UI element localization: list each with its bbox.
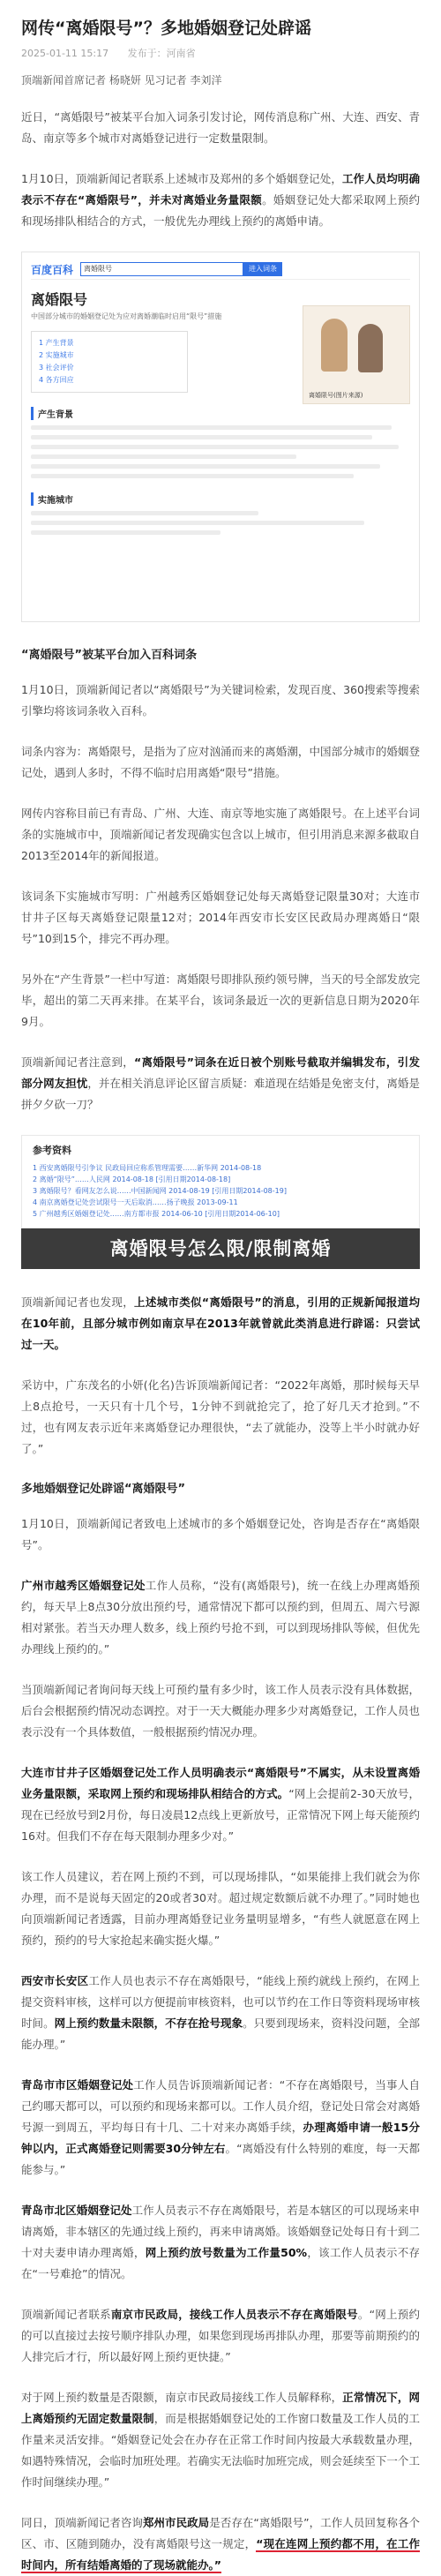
paragraph-12: 广州市越秀区婚姻登记处工作人员称，“没有(离婚限号)，统一在线上办理离婚预约，每天早上8点30分放出预约号，通常情况下都可以预约到，但周五、周六号源相对紧张。若当天办理人数多，线上预约号抢不到，可以到现场排队等候，但优先办理线上预约的。” [21, 1579, 420, 1656]
reference-link[interactable]: 1 西安离婚限号引争议 民政局回应称系管理需要……新华网 2014-08-18 [33, 1164, 262, 1172]
toc-item: 2 实施城市 [39, 351, 74, 359]
baike-section-title: 实施城市 [31, 492, 410, 506]
figure-person-icon [358, 324, 383, 372]
baike-screenshot [21, 252, 420, 622]
overlay-banner: 离婚限号怎么限/限制离婚 [21, 1228, 420, 1269]
byline: 顶端新闻首席记者 杨晓妍 见习记者 李刘洋 [21, 74, 222, 86]
baike-toc [31, 331, 188, 393]
paragraph-10: 采访中，广东茂名的小妍(化名)告诉顶端新闻记者：“2022年离婚，那时候每天早上8点抢号，一天只有十几个号，1分钟不到就抢完了，抢了好几天才抢到。”不过，也有网友表示近年来离婚登记办理很快，“去了就能办，没等上半小时就办好了。” [21, 1378, 420, 1455]
baike-search-button: 进入词条 [243, 262, 282, 276]
baike-heading: 离婚限号 [31, 291, 88, 308]
references-title: 参考资料 [33, 1145, 71, 1156]
paragraph-2: 1月10日，顶端新闻记者联系上述城市及郑州的多个婚姻登记处，工作人员均明确表示不存在“离婚限号”，并未对离婚业务量限额。婚姻登记处大都采取网上预约和现场排队相结合的方式，一般优先办理线上预约的离婚申请。 [21, 172, 420, 228]
publish-location: 发布于：河南省 [127, 48, 196, 59]
toc-item: 3 社会评价 [39, 364, 74, 372]
side-image-caption: 离婚限号(图片来源) [309, 392, 363, 399]
paragraph-13: 当顶端新闻记者询问每天线上可预约量有多少时，该工作人员表示没有具体数据，后台会根据预约情况动态调控。对于一天大概能办理多少对离婚登记，工作人员也表示没有一个具体数值，一般根据预约情况办理。 [21, 1683, 420, 1739]
section-heading-1: “离婚限号”被某平台加入百科词条 [21, 649, 198, 662]
paragraph-4: 词条内容为：离婚限号，是指为了应对汹涌而来的离婚潮，中国部分城市的婚姻登记处，遇到人多时，不得不临时启用离婚“限号”措施。 [21, 745, 420, 779]
reference-link[interactable]: 5 广州越秀区婚姻登记处……南方都市报 2014-06-10 [引用日期2014-06-10] [33, 1210, 280, 1218]
baike-description: 中国部分城市的婚姻登记处为应对离婚潮临时启用“限号”措施 [31, 312, 222, 320]
baike-search-bar [31, 259, 410, 280]
toc-item: 4 各方回应 [39, 376, 74, 384]
paragraph-16: 西安市长安区工作人员也表示不存在离婚限号，“能线上预约就线上预约，在网上提交资料审核，这样可以方便提前审核资料，也可以节约在工作日等资料现场审核时间。网上预约数量未限额，不存在抢号现象。只要到现场来，资料没问题，全部能办理。” [21, 1974, 420, 2051]
paragraph-20: 对于网上预约数量是否限额，南京市民政局接线工作人员解释称，正常情况下，网上离婚预约无固定数量限制，而是根据婚姻登记处的工作窗口数量及工作人员的工作量来灵活安排。“婚姻登记处会在办存在正常工作时间内按最大承载数量办理，如遇特殊情况，会临时加班处理。若确实无法临时加班完成，则会延续至下一个工作时间继续办理。” [21, 2391, 420, 2489]
reference-link[interactable]: 4 南京离婚登记处尝试限号一天后取消……扬子晚报 2013-09-11 [33, 1198, 238, 1206]
paragraph-17: 青岛市市区婚姻登记处工作人员告诉顶端新闻记者：“不存在离婚限号，当事人自己约哪天都可以，可以预约和现场来都可以。工作人员介绍，登记处日常会对离婚号源一到周五，平均每日有十几、二十对来办离婚手续，办理离婚申请一般15分钟以内，正式离婚登记则需要30分钟左右。“离婚没有什么特别的难度，每一天都能参与。” [21, 2078, 420, 2176]
paragraph-19: 顶端新闻记者联系南京市民政局，接线工作人员表示不存在离婚限号。“网上预约的可以直接过去按号顺序排队办理，如果您到现场再排队办理，那要等前期预约的人排完后才行，所以最好网上预约更快捷。” [21, 2308, 420, 2363]
baike-text-lines [31, 425, 410, 478]
toc-item: 1 产生背景 [39, 339, 74, 347]
paragraph-3: 1月10日，顶端新闻记者以“离婚限号”为关键词检索，发现百度、360搜索等搜索引擎均将该词条收入百科。 [21, 683, 420, 717]
section-heading-2: 多地婚姻登记处辟谣“离婚限号” [21, 1483, 186, 1496]
baike-side-image [303, 305, 410, 404]
paragraph-7: 另外在“产生背景”一栏中写道：离婚限号即排队预约领号牌，当天的号全部发放完毕，超出的第二天再来排。在某平台，该词条最近一次的更新信息日期为2020年9月。 [21, 973, 420, 1028]
paragraph-8: 顶端新闻记者注意到，“离婚限号”词条在近日被个别账号截取并编辑发布，引发部分网友担忧，并在相关消息评论区留言质疑：难道现在结婚是免密支付，离婚是拼夕夕砍一刀？ [21, 1055, 420, 1111]
baike-logo: 百度百科 [31, 263, 74, 276]
reference-link[interactable]: 3 离婚限号？看网友怎么说……中国新闻网 2014-08-19 [引用日期2014-08-19] [33, 1187, 287, 1195]
paragraph-15: 该工作人员建议，若在网上预约不到，可以现场排队，“如果能排上我们就会为你办理，而不是说每天固定的20或者30对。超过规定数额后就不办理了。”同时她也向顶端新闻记者透露，目前办理离婚登记业务量明显增多，“有些人就愿意在网上预约，预约的号大家抢起来确实挺火爆。” [21, 1870, 420, 1947]
paragraph-5: 网传内容称目前已有青岛、广州、大连、南京等地实施了离婚限号。在上述平台词条的实施城市中，顶端新闻记者发现确实包含以上城市，但引用消息来源多截取自2013至2014年的新闻报道。 [21, 807, 420, 862]
publish-date: 2025-01-11 15:17 [21, 48, 109, 59]
paragraph-21: 同日，顶端新闻记者咨询郑州市民政局是否存在“离婚限号”，工作人员回复称各个区、市、区随到随办，没有离婚限号这一规定，“现在连网上预约都不用，在工作时间内，所有结婚离婚的了现场就能办。” [21, 2516, 420, 2572]
baike-search-input: 离婚限号 [80, 262, 243, 276]
paragraph-1: 近日，“离婚限号”被某平台加入词条引发讨论，网传消息称广州、大连、西安、青岛、南京等多个城市对离婚登记进行一定数量限制。 [21, 110, 420, 145]
article-title: 网传“离婚限号”？多地婚姻登记处辟谣 [21, 19, 311, 38]
baike-text-lines [31, 511, 410, 535]
baike-section-title: 产生背景 [31, 407, 410, 420]
paragraph-11: 1月10日，顶端新闻记者致电上述城市的多个婚姻登记处，咨询是否存在“离婚限号”。 [21, 1517, 420, 1551]
paragraph-9: 顶端新闻记者也发现，上述城市类似“离婚限号”的消息，引用的正规新闻报道均在10年前，且部分城市例如南京早在2013年就曾就此类消息进行辟谣：只尝试过一天。 [21, 1296, 420, 1351]
article-meta [21, 46, 420, 60]
references-box [21, 1135, 420, 1228]
figure-person-icon [321, 319, 348, 372]
reference-link[interactable]: 2 离婚“限号”……人民网 2014-08-18 [引用日期2014-08-18] [33, 1175, 231, 1183]
article-page [0, 16, 441, 2572]
paragraph-18: 青岛市北区婚姻登记处工作人员表示不存在离婚限号，若是本辖区的可以现场来申请离婚，非本辖区的先通过线上预约，再来申请离婚。该婚姻登记处每日有十到二十对夫妻申请办理离婚，网上预约放号数量为工作量50%，该工作人员表示不存在“一号难抢”的情况。 [21, 2204, 420, 2280]
paragraph-6: 该词条下实施城市写明：广州越秀区婚姻登记处每天离婚登记限量30对；大连市甘井子区每天离婚登记限量12对；2014年西安市长安区民政局办理离婚日“限号”10到15个，排完不再办理。 [21, 890, 420, 945]
paragraph-14: 大连市甘井子区婚姻登记处工作人员明确表示“离婚限号”不属实，从未设置离婚业务量限额，采取网上预约和现场排队相结合的方式。“网上会提前2-30天放号，现在已经放号到2月份，每日凌晨12点线上更新放号，正常情况下网上每天能预约16对。但我们不存在每天限制办理多少对。” [21, 1766, 420, 1843]
